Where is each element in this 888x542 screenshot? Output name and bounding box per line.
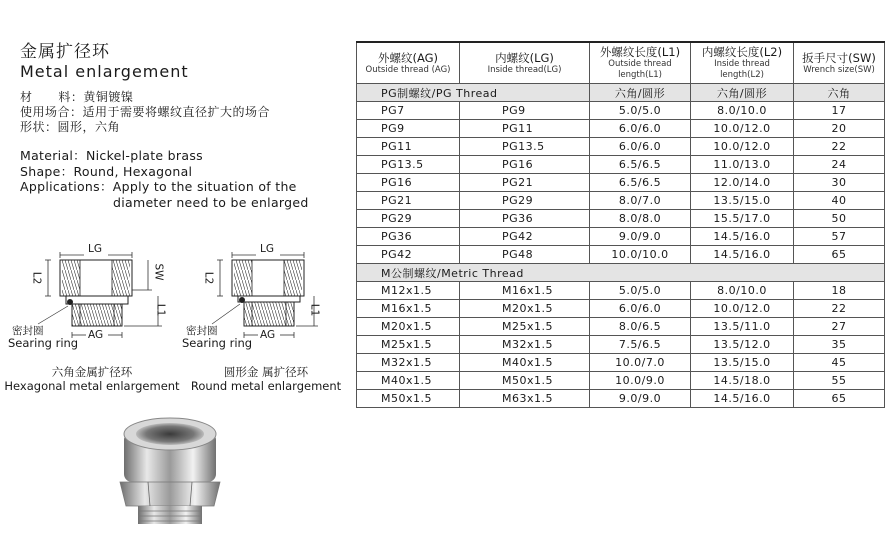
inside-length-cell: 13.5/12.0	[691, 336, 794, 354]
wrench-size-cell: 24	[794, 156, 885, 174]
wrench-size-cell: 22	[794, 138, 885, 156]
spec-table-container	[356, 41, 884, 408]
seal-label-en: Searing ring	[8, 336, 79, 350]
table-row	[357, 138, 885, 156]
spec-table-head	[357, 42, 885, 84]
inside-length-cell: 10.0/12.0	[691, 120, 794, 138]
product-title-cn: 金属扩径环	[20, 42, 110, 62]
table-row	[357, 300, 885, 318]
caption-round-en: Round metal enlargement	[190, 379, 342, 393]
l2-label: L2	[202, 271, 215, 285]
table-row	[357, 102, 885, 120]
spec-row-usage-cn	[20, 105, 350, 120]
ag-label: AG	[260, 329, 276, 341]
table-row	[357, 210, 885, 228]
outside-length-cell: 6.0/6.0	[590, 300, 691, 318]
inside-thread-cell: PG42	[460, 228, 590, 246]
table-row	[357, 336, 885, 354]
inside-thread-cell: PG29	[460, 192, 590, 210]
outside-length-cell: 9.0/9.0	[590, 390, 691, 408]
header-cn: 扳手尺寸(SW)	[802, 50, 876, 65]
table-row	[357, 372, 885, 390]
header-wrench-size	[794, 42, 885, 84]
header-outside-thread	[357, 42, 460, 84]
header-inside-length	[691, 42, 794, 84]
inside-length-cell: 8.0/10.0	[691, 282, 794, 300]
round-enlarger-drawing	[212, 252, 321, 338]
lg-label: LG	[88, 243, 102, 255]
outside-thread-cell: PG36	[357, 228, 460, 246]
wrench-size-cell: 55	[794, 372, 885, 390]
table-row	[357, 318, 885, 336]
spec-key: Applications：	[20, 179, 113, 194]
inside-length-cell: 13.5/11.0	[691, 318, 794, 336]
section-title: PG制螺纹/PG Thread	[357, 84, 590, 102]
section-title: M公制螺纹/Metric Thread	[357, 264, 885, 282]
outside-thread-cell: M50x1.5	[357, 390, 460, 408]
spec-table	[356, 41, 885, 408]
inside-length-cell: 13.5/15.0	[691, 354, 794, 372]
wrench-size-cell: 57	[794, 228, 885, 246]
seal-label-cn: 密封圈	[12, 325, 44, 337]
table-row	[357, 228, 885, 246]
outside-length-cell: 9.0/9.0	[590, 228, 691, 246]
header-cn: 外螺纹长度(L1)	[599, 45, 681, 59]
outside-thread-cell: PG21	[357, 192, 460, 210]
spec-value: Nickel-plate brass	[85, 148, 203, 163]
wrench-size-cell: 18	[794, 282, 885, 300]
product-photo	[110, 410, 230, 530]
table-row	[357, 282, 885, 300]
outside-thread-cell: PG9	[357, 120, 460, 138]
wrench-size-cell: 30	[794, 174, 885, 192]
sw-label: SW	[152, 263, 165, 281]
spec-row-material-cn	[20, 90, 350, 105]
lg-label: LG	[260, 243, 274, 255]
outside-thread-cell: M20x1.5	[357, 318, 460, 336]
spec-value: 适用于需要将螺纹直径扩大的场合	[82, 105, 271, 119]
outside-length-cell: 10.0/7.0	[590, 354, 691, 372]
outside-thread-cell: PG7	[357, 102, 460, 120]
outside-length-cell: 6.5/6.5	[590, 156, 691, 174]
wrench-size-cell: 35	[794, 336, 885, 354]
header-outside-length	[590, 42, 691, 84]
inside-thread-cell: PG13.5	[460, 138, 590, 156]
outside-thread-cell: M12x1.5	[357, 282, 460, 300]
inside-thread-cell: PG9	[460, 102, 590, 120]
inside-thread-cell: M32x1.5	[460, 336, 590, 354]
inside-thread-cell: M63x1.5	[460, 390, 590, 408]
spec-value: Apply to the situation of the	[112, 179, 297, 194]
wrench-size-cell: 40	[794, 192, 885, 210]
table-row	[357, 354, 885, 372]
outside-thread-cell: PG29	[357, 210, 460, 228]
inside-length-cell: 14.5/16.0	[691, 390, 794, 408]
wrench-size-cell: 27	[794, 318, 885, 336]
nickel-brass-enlarger-photo-icon	[110, 410, 230, 530]
inside-length-cell: 8.0/10.0	[691, 102, 794, 120]
spec-row-material-en	[20, 148, 350, 164]
outside-length-cell: 6.0/6.0	[590, 138, 691, 156]
header-en: Inside thread length(L2)	[714, 59, 770, 80]
caption-round	[186, 365, 346, 393]
outside-thread-cell: PG11	[357, 138, 460, 156]
header-row	[357, 42, 885, 84]
inside-length-cell: 15.5/17.0	[691, 210, 794, 228]
inside-thread-cell: M16x1.5	[460, 282, 590, 300]
spec-value: 黄铜镀镍	[83, 90, 134, 104]
outside-length-cell: 5.0/5.0	[590, 282, 691, 300]
outside-length-cell: 8.0/7.0	[590, 192, 691, 210]
ag-label: AG	[88, 329, 104, 341]
inside-length-cell: 10.0/12.0	[691, 300, 794, 318]
inside-thread-cell: M25x1.5	[460, 318, 590, 336]
inside-length-cell: 13.5/15.0	[691, 192, 794, 210]
spec-table-body	[357, 84, 885, 408]
header-cn: 内螺纹(LG)	[495, 50, 554, 65]
table-row	[357, 156, 885, 174]
outside-length-cell: 8.0/8.0	[590, 210, 691, 228]
inside-length-cell: 11.0/13.0	[691, 156, 794, 174]
outside-length-cell: 10.0/9.0	[590, 372, 691, 390]
spec-key: Material：	[20, 148, 86, 163]
section-row-pg	[357, 84, 885, 102]
inside-thread-cell: PG21	[460, 174, 590, 192]
inside-length-cell: 14.5/16.0	[691, 246, 794, 264]
inside-thread-cell: PG48	[460, 246, 590, 264]
header-en: Outside thread (AG)	[365, 64, 451, 75]
l1-label: L1	[154, 303, 167, 317]
product-description	[20, 42, 350, 210]
inside-thread-cell: M40x1.5	[460, 354, 590, 372]
wrench-size-cell: 50	[794, 210, 885, 228]
table-row	[357, 120, 885, 138]
inside-length-cell: 14.5/18.0	[691, 372, 794, 390]
caption-hex-cn: 六角金属扩径环	[51, 365, 133, 379]
table-row	[357, 390, 885, 408]
caption-hex-en: Hexagonal metal enlargement	[4, 379, 180, 393]
wrench-size-cell: 65	[794, 390, 885, 408]
table-row	[357, 174, 885, 192]
spec-value: diameter need to be enlarged	[113, 194, 309, 210]
caption-hexagonal	[4, 365, 180, 393]
outside-length-cell: 5.0/5.0	[590, 102, 691, 120]
header-en: Outside thread length(L1)	[608, 59, 672, 80]
spec-row-applications-en	[20, 179, 350, 195]
outside-thread-cell: PG16	[357, 174, 460, 192]
inside-length-cell: 14.5/16.0	[691, 228, 794, 246]
seal-label-cn: 密封圈	[186, 325, 218, 337]
l2-label: L2	[30, 271, 43, 285]
header-cn: 内螺纹长度(L2)	[701, 45, 783, 59]
spec-value: Round, Hexagonal	[73, 163, 193, 179]
spec-key: Shape：	[20, 163, 74, 179]
spec-key: 材 料：	[20, 90, 84, 104]
header-inside-thread	[460, 42, 590, 84]
inside-thread-cell: PG11	[460, 120, 590, 138]
product-title-en: Metal enlargement	[20, 62, 189, 81]
inside-thread-cell: PG16	[460, 156, 590, 174]
section-row-metric	[357, 264, 885, 282]
spec-value: 圆形，六角	[57, 120, 121, 134]
hex-enlarger-drawing	[38, 252, 162, 338]
outside-thread-cell: M16x1.5	[357, 300, 460, 318]
spec-row-applications-cont-en	[20, 195, 350, 211]
outside-thread-cell: PG13.5	[357, 156, 460, 174]
inside-thread-cell: M20x1.5	[460, 300, 590, 318]
inside-length-cell: 10.0/12.0	[691, 138, 794, 156]
spec-key: 使用场合：	[20, 105, 83, 119]
wrench-size-cell: 65	[794, 246, 885, 264]
caption-round-cn: 圆形金 属扩径环	[223, 365, 309, 379]
outside-length-cell: 8.0/6.5	[590, 318, 691, 336]
table-row	[357, 192, 885, 210]
outside-length-cell: 6.5/6.5	[590, 174, 691, 192]
technical-diagrams	[4, 240, 348, 400]
l1-label: L1	[308, 303, 321, 317]
outside-thread-cell: M25x1.5	[357, 336, 460, 354]
spec-list-en	[20, 148, 350, 210]
wrench-size-cell: 45	[794, 354, 885, 372]
header-cn: 外螺纹(AG)	[377, 50, 439, 65]
section-note: 六角/圆形	[590, 84, 691, 102]
section-note: 六角/圆形	[691, 84, 794, 102]
wrench-size-cell: 22	[794, 300, 885, 318]
wrench-size-cell: 17	[794, 102, 885, 120]
outside-thread-cell: PG42	[357, 246, 460, 264]
spec-row-shape-cn	[20, 120, 350, 135]
table-row	[357, 246, 885, 264]
inside-length-cell: 12.0/14.0	[691, 174, 794, 192]
outside-thread-cell: M40x1.5	[357, 372, 460, 390]
header-en: Wrench size(SW)	[803, 64, 875, 75]
outside-length-cell: 10.0/10.0	[590, 246, 691, 264]
spec-key: 形状：	[20, 120, 58, 134]
outside-length-cell: 6.0/6.0	[590, 120, 691, 138]
spec-row-shape-en	[20, 164, 350, 180]
inside-thread-cell: PG36	[460, 210, 590, 228]
header-en: Inside thread(LG)	[487, 64, 562, 75]
outside-length-cell: 7.5/6.5	[590, 336, 691, 354]
inside-thread-cell: M50x1.5	[460, 372, 590, 390]
wrench-size-cell: 20	[794, 120, 885, 138]
outside-thread-cell: M32x1.5	[357, 354, 460, 372]
section-note: 六角	[794, 84, 885, 102]
seal-label-en: Searing ring	[182, 336, 253, 350]
spec-list-cn	[20, 90, 350, 135]
